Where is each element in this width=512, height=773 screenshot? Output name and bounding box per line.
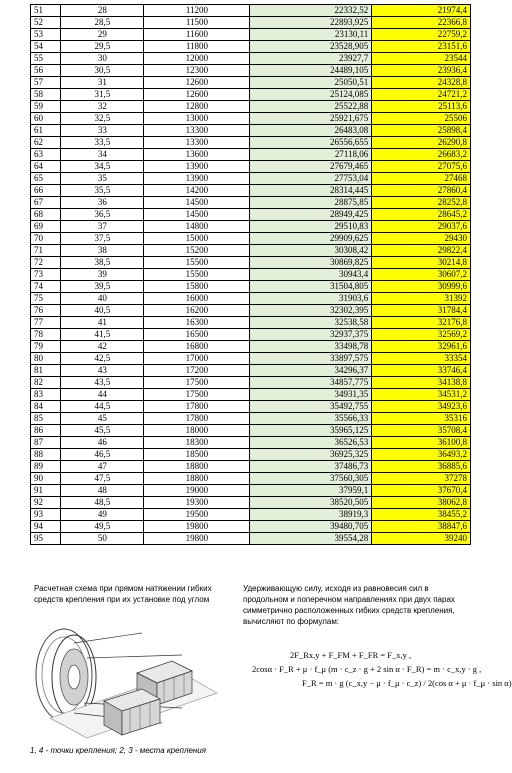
table-cell: 12300 <box>144 65 250 77</box>
table-cell: 30214,8 <box>372 257 471 269</box>
table-row <box>31 365 471 377</box>
table-cell: 30943,4 <box>250 269 372 281</box>
bottom-section <box>0 583 512 773</box>
table-cell: 15000 <box>144 233 250 245</box>
table-cell: 52 <box>31 17 61 29</box>
table-cell: 24489,105 <box>250 65 372 77</box>
table-cell: 89 <box>31 461 61 473</box>
table-row <box>31 449 471 461</box>
formula-line-2: 2cosα · F_R + μ · f_μ (m · c_z · g + 2 sin α · F_R) = m · c_x,y · g , <box>252 664 482 674</box>
table-cell: 13300 <box>144 137 250 149</box>
table-cell: 14500 <box>144 197 250 209</box>
table-cell: 36925,325 <box>250 449 372 461</box>
table-cell: 27468 <box>372 173 471 185</box>
table-cell: 35965,125 <box>250 425 372 437</box>
table-cell: 75 <box>31 293 61 305</box>
table-cell: 13900 <box>144 173 250 185</box>
table-row <box>31 305 471 317</box>
formula-intro-text: Удерживающую силу, исходя из равновесия сил в продольном и поперечном направлениях при двух парах симметрично расположенных гибких средств крепления, вычисляют по формулам: <box>243 584 455 626</box>
table-cell: 25050,51 <box>250 77 372 89</box>
table-cell: 32937,375 <box>250 329 372 341</box>
table-cell: 21974,4 <box>372 5 471 17</box>
table-cell: 38 <box>61 245 144 257</box>
table-row <box>31 53 471 65</box>
table-cell: 37,5 <box>61 233 144 245</box>
table-cell: 36885,6 <box>372 461 471 473</box>
table-cell: 38,5 <box>61 257 144 269</box>
table-cell: 23151,6 <box>372 41 471 53</box>
table-row <box>31 509 471 521</box>
table-cell: 45 <box>61 413 144 425</box>
table-cell: 14200 <box>144 185 250 197</box>
table-cell: 58 <box>31 89 61 101</box>
table-cell: 23528,905 <box>250 41 372 53</box>
table-cell: 28875,85 <box>250 197 372 209</box>
table-cell: 93 <box>31 509 61 521</box>
table-cell: 26483,08 <box>250 125 372 137</box>
table-cell: 57 <box>31 77 61 89</box>
table-cell: 53 <box>31 29 61 41</box>
table-row <box>31 521 471 533</box>
table-cell: 24328,8 <box>372 77 471 89</box>
table-cell: 11600 <box>144 29 250 41</box>
table-cell: 31903,6 <box>250 293 372 305</box>
table-cell: 39554,28 <box>250 533 372 545</box>
table-cell: 16500 <box>144 329 250 341</box>
table-cell: 88 <box>31 449 61 461</box>
table-cell: 17000 <box>144 353 250 365</box>
table-cell: 34531,2 <box>372 389 471 401</box>
table-row <box>31 473 471 485</box>
table-row <box>31 197 471 209</box>
table-cell: 66 <box>31 185 61 197</box>
table-cell: 11500 <box>144 17 250 29</box>
table-cell: 32176,8 <box>372 317 471 329</box>
table-cell: 27753,04 <box>250 173 372 185</box>
table-cell: 17500 <box>144 389 250 401</box>
table-cell: 12600 <box>144 77 250 89</box>
table-cell: 40,5 <box>61 305 144 317</box>
table-cell: 32,5 <box>61 113 144 125</box>
table-cell: 83 <box>31 389 61 401</box>
table-cell: 22332,52 <box>250 5 372 17</box>
table-cell: 19800 <box>144 521 250 533</box>
table-cell: 25522,88 <box>250 101 372 113</box>
table-cell: 37959,1 <box>250 485 372 497</box>
table-cell: 55 <box>31 53 61 65</box>
table-cell: 29 <box>61 29 144 41</box>
table-cell: 36,5 <box>61 209 144 221</box>
table-cell: 15500 <box>144 257 250 269</box>
table-cell: 34296,37 <box>250 365 372 377</box>
table-cell: 42 <box>61 341 144 353</box>
table-cell: 64 <box>31 161 61 173</box>
table-row <box>31 41 471 53</box>
table-cell: 15800 <box>144 281 250 293</box>
table-cell: 95 <box>31 533 61 545</box>
table-cell: 39480,705 <box>250 521 372 533</box>
table-row <box>31 389 471 401</box>
table-cell: 23544 <box>372 53 471 65</box>
table-cell: 31392 <box>372 293 471 305</box>
table-cell: 27075,6 <box>372 161 471 173</box>
table-row <box>31 281 471 293</box>
table-cell: 85 <box>31 413 61 425</box>
table-cell: 18300 <box>144 437 250 449</box>
table-cell: 34857,775 <box>250 377 372 389</box>
table-cell: 17500 <box>144 377 250 389</box>
table-cell: 69 <box>31 221 61 233</box>
table-cell: 30,5 <box>61 65 144 77</box>
table-cell: 13900 <box>144 161 250 173</box>
table-cell: 32569,2 <box>372 329 471 341</box>
table-cell: 43 <box>61 365 144 377</box>
table-cell: 32538,58 <box>250 317 372 329</box>
figure-caption: 1, 4 - точки крепления; 2, 3 - места крепления <box>30 746 207 755</box>
table-cell: 13300 <box>144 125 250 137</box>
table-row <box>31 173 471 185</box>
table-row <box>31 257 471 269</box>
formula-block <box>252 648 512 690</box>
table-cell: 32961,6 <box>372 341 471 353</box>
table-cell: 42,5 <box>61 353 144 365</box>
table-row <box>31 221 471 233</box>
table-cell: 34138,8 <box>372 377 471 389</box>
table-cell: 16300 <box>144 317 250 329</box>
table-cell: 34,5 <box>61 161 144 173</box>
table-cell: 74 <box>31 281 61 293</box>
table-cell: 32302,395 <box>250 305 372 317</box>
table-cell: 68 <box>31 209 61 221</box>
table-cell: 18800 <box>144 461 250 473</box>
table-cell: 12800 <box>144 101 250 113</box>
table-cell: 70 <box>31 233 61 245</box>
table-cell: 16800 <box>144 341 250 353</box>
table-cell: 94 <box>31 521 61 533</box>
table-cell: 34923,6 <box>372 401 471 413</box>
table-row <box>31 497 471 509</box>
table-cell: 14500 <box>144 209 250 221</box>
table-cell: 27118,06 <box>250 149 372 161</box>
table-row <box>31 113 471 125</box>
table-cell: 30869,825 <box>250 257 372 269</box>
table-cell: 35 <box>61 173 144 185</box>
table-cell: 25921,675 <box>250 113 372 125</box>
table-cell: 61 <box>31 125 61 137</box>
table-cell: 37 <box>61 221 144 233</box>
table-cell: 24721,2 <box>372 89 471 101</box>
table-row <box>31 329 471 341</box>
table-cell: 80 <box>31 353 61 365</box>
table-cell: 35316 <box>372 413 471 425</box>
table-cell: 33897,575 <box>250 353 372 365</box>
table-cell: 33 <box>61 125 144 137</box>
table-cell: 18500 <box>144 449 250 461</box>
table-cell: 92 <box>31 497 61 509</box>
table-row <box>31 137 471 149</box>
table-cell: 36493,2 <box>372 449 471 461</box>
table-cell: 19300 <box>144 497 250 509</box>
table-row <box>31 125 471 137</box>
table-row <box>31 185 471 197</box>
table-row <box>31 293 471 305</box>
table-cell: 86 <box>31 425 61 437</box>
table-cell: 35566,33 <box>250 413 372 425</box>
table-cell: 36526,53 <box>250 437 372 449</box>
table-cell: 22759,2 <box>372 29 471 41</box>
table-cell: 49,5 <box>61 521 144 533</box>
table-cell: 54 <box>31 41 61 53</box>
table-row <box>31 425 471 437</box>
table-cell: 26683,2 <box>372 149 471 161</box>
table-body <box>31 5 471 545</box>
table-cell: 39 <box>61 269 144 281</box>
table-cell: 63 <box>31 149 61 161</box>
table-cell: 38062,8 <box>372 497 471 509</box>
table-cell: 59 <box>31 101 61 113</box>
table-cell: 90 <box>31 473 61 485</box>
table-cell: 31 <box>61 77 144 89</box>
table-cell: 40 <box>61 293 144 305</box>
table-row <box>31 533 471 545</box>
table-cell: 67 <box>31 197 61 209</box>
table-cell: 71 <box>31 245 61 257</box>
table-cell: 28 <box>61 5 144 17</box>
table-cell: 29822,4 <box>372 245 471 257</box>
table-row <box>31 401 471 413</box>
table-cell: 38919,3 <box>250 509 372 521</box>
table-cell: 16000 <box>144 293 250 305</box>
table-row <box>31 89 471 101</box>
table-cell: 11200 <box>144 5 250 17</box>
table-cell: 62 <box>31 137 61 149</box>
table-cell: 72 <box>31 257 61 269</box>
table-cell: 26290,8 <box>372 137 471 149</box>
table-row <box>31 353 471 365</box>
table-cell: 15200 <box>144 245 250 257</box>
table-cell: 35708,4 <box>372 425 471 437</box>
table-cell: 29037,6 <box>372 221 471 233</box>
table-cell: 37560,305 <box>250 473 372 485</box>
formula-line-1: 2F_Rx,y + F_FM + F_FR = F_x,y , <box>290 650 412 660</box>
table-cell: 84 <box>31 401 61 413</box>
table-cell: 30 <box>61 53 144 65</box>
table-cell: 28314,445 <box>250 185 372 197</box>
table-cell: 28,5 <box>61 17 144 29</box>
table-cell: 36 <box>61 197 144 209</box>
formula-line-3: F_R = m · g (c_x,y − μ · f_μ · c_z) / 2(cos α + μ · f_μ · sin α) <box>302 678 512 688</box>
table-cell: 65 <box>31 173 61 185</box>
table-cell: 49 <box>61 509 144 521</box>
table-cell: 45,5 <box>61 425 144 437</box>
table-cell: 31,5 <box>61 89 144 101</box>
table-cell: 56 <box>31 65 61 77</box>
table-cell: 77 <box>31 317 61 329</box>
table-row <box>31 209 471 221</box>
table-cell: 76 <box>31 305 61 317</box>
table-cell: 18800 <box>144 473 250 485</box>
table-cell: 28949,425 <box>250 209 372 221</box>
table-row <box>31 101 471 113</box>
table-row <box>31 149 471 161</box>
table-cell: 19500 <box>144 509 250 521</box>
table-cell: 79 <box>31 341 61 353</box>
table-cell: 82 <box>31 377 61 389</box>
table-cell: 29,5 <box>61 41 144 53</box>
table-cell: 12600 <box>144 89 250 101</box>
table-cell: 44,5 <box>61 401 144 413</box>
table-row <box>31 65 471 77</box>
table-cell: 38847,6 <box>372 521 471 533</box>
table-cell: 36100,8 <box>372 437 471 449</box>
table-cell: 19000 <box>144 485 250 497</box>
table-cell: 23936,4 <box>372 65 471 77</box>
table-row <box>31 317 471 329</box>
table-row <box>31 161 471 173</box>
table-row <box>31 413 471 425</box>
table-cell: 19800 <box>144 533 250 545</box>
table-cell: 39240 <box>372 533 471 545</box>
table-cell: 81 <box>31 365 61 377</box>
table-cell: 33498,78 <box>250 341 372 353</box>
table-row <box>31 245 471 257</box>
table-cell: 50 <box>61 533 144 545</box>
table-cell: 48,5 <box>61 497 144 509</box>
table-cell: 27860,4 <box>372 185 471 197</box>
table-cell: 29510,83 <box>250 221 372 233</box>
table-cell: 87 <box>31 437 61 449</box>
table-cell: 41 <box>61 317 144 329</box>
table-cell: 37486,73 <box>250 461 372 473</box>
table-cell: 17800 <box>144 413 250 425</box>
table-row <box>31 233 471 245</box>
table-cell: 46 <box>61 437 144 449</box>
table-cell: 43,5 <box>61 377 144 389</box>
table-cell: 22366,8 <box>372 17 471 29</box>
table-cell: 73 <box>31 269 61 281</box>
table-cell: 29430 <box>372 233 471 245</box>
table-row <box>31 461 471 473</box>
table-cell: 28645,2 <box>372 209 471 221</box>
table-cell: 12000 <box>144 53 250 65</box>
lashing-scheme-figure <box>32 613 222 741</box>
table-row <box>31 341 471 353</box>
table-cell: 41,5 <box>61 329 144 341</box>
table-cell: 39,5 <box>61 281 144 293</box>
table-cell: 31504,805 <box>250 281 372 293</box>
table-cell: 23927,7 <box>250 53 372 65</box>
table-cell: 30607,2 <box>372 269 471 281</box>
table-row <box>31 29 471 41</box>
table-cell: 16200 <box>144 305 250 317</box>
table-cell: 38520,505 <box>250 497 372 509</box>
table-cell: 25124,085 <box>250 89 372 101</box>
table-cell: 31784,4 <box>372 305 471 317</box>
table-cell: 48 <box>61 485 144 497</box>
table-cell: 46,5 <box>61 449 144 461</box>
table-cell: 34 <box>61 149 144 161</box>
table-cell: 51 <box>31 5 61 17</box>
data-table <box>30 4 471 545</box>
table-row <box>31 269 471 281</box>
table-cell: 35,5 <box>61 185 144 197</box>
table-cell: 17200 <box>144 365 250 377</box>
table-cell: 26556,655 <box>250 137 372 149</box>
table-cell: 33354 <box>372 353 471 365</box>
table-cell: 18000 <box>144 425 250 437</box>
table-cell: 25898,4 <box>372 125 471 137</box>
table-cell: 13600 <box>144 149 250 161</box>
table-cell: 33,5 <box>61 137 144 149</box>
table-cell: 35492,755 <box>250 401 372 413</box>
table-row <box>31 5 471 17</box>
scheme-caption: Расчетная схема при прямом натяжении гибких средств крепления при их установке под углом <box>34 584 212 604</box>
table-cell: 38455,2 <box>372 509 471 521</box>
table-cell: 23130,11 <box>250 29 372 41</box>
table-cell: 47 <box>61 461 144 473</box>
table-cell: 32 <box>61 101 144 113</box>
table-cell: 44 <box>61 389 144 401</box>
table-row <box>31 17 471 29</box>
table-cell: 37670,4 <box>372 485 471 497</box>
table-cell: 22893,925 <box>250 17 372 29</box>
table-cell: 13000 <box>144 113 250 125</box>
table-row <box>31 77 471 89</box>
table-cell: 15500 <box>144 269 250 281</box>
table-cell: 29909,625 <box>250 233 372 245</box>
table-cell: 25113,6 <box>372 101 471 113</box>
table-cell: 28252,8 <box>372 197 471 209</box>
table-cell: 33746,4 <box>372 365 471 377</box>
table-row <box>31 485 471 497</box>
table-cell: 27679,465 <box>250 161 372 173</box>
table-cell: 47,5 <box>61 473 144 485</box>
table-cell: 30308,42 <box>250 245 372 257</box>
table-cell: 78 <box>31 329 61 341</box>
table-cell: 37278 <box>372 473 471 485</box>
table-cell: 25506 <box>372 113 471 125</box>
table-cell: 30999,6 <box>372 281 471 293</box>
table-cell: 60 <box>31 113 61 125</box>
table-cell: 14800 <box>144 221 250 233</box>
table-cell: 17800 <box>144 401 250 413</box>
table-cell: 91 <box>31 485 61 497</box>
table-row <box>31 377 471 389</box>
table-cell: 11800 <box>144 41 250 53</box>
table-cell: 34931,35 <box>250 389 372 401</box>
table-row <box>31 437 471 449</box>
